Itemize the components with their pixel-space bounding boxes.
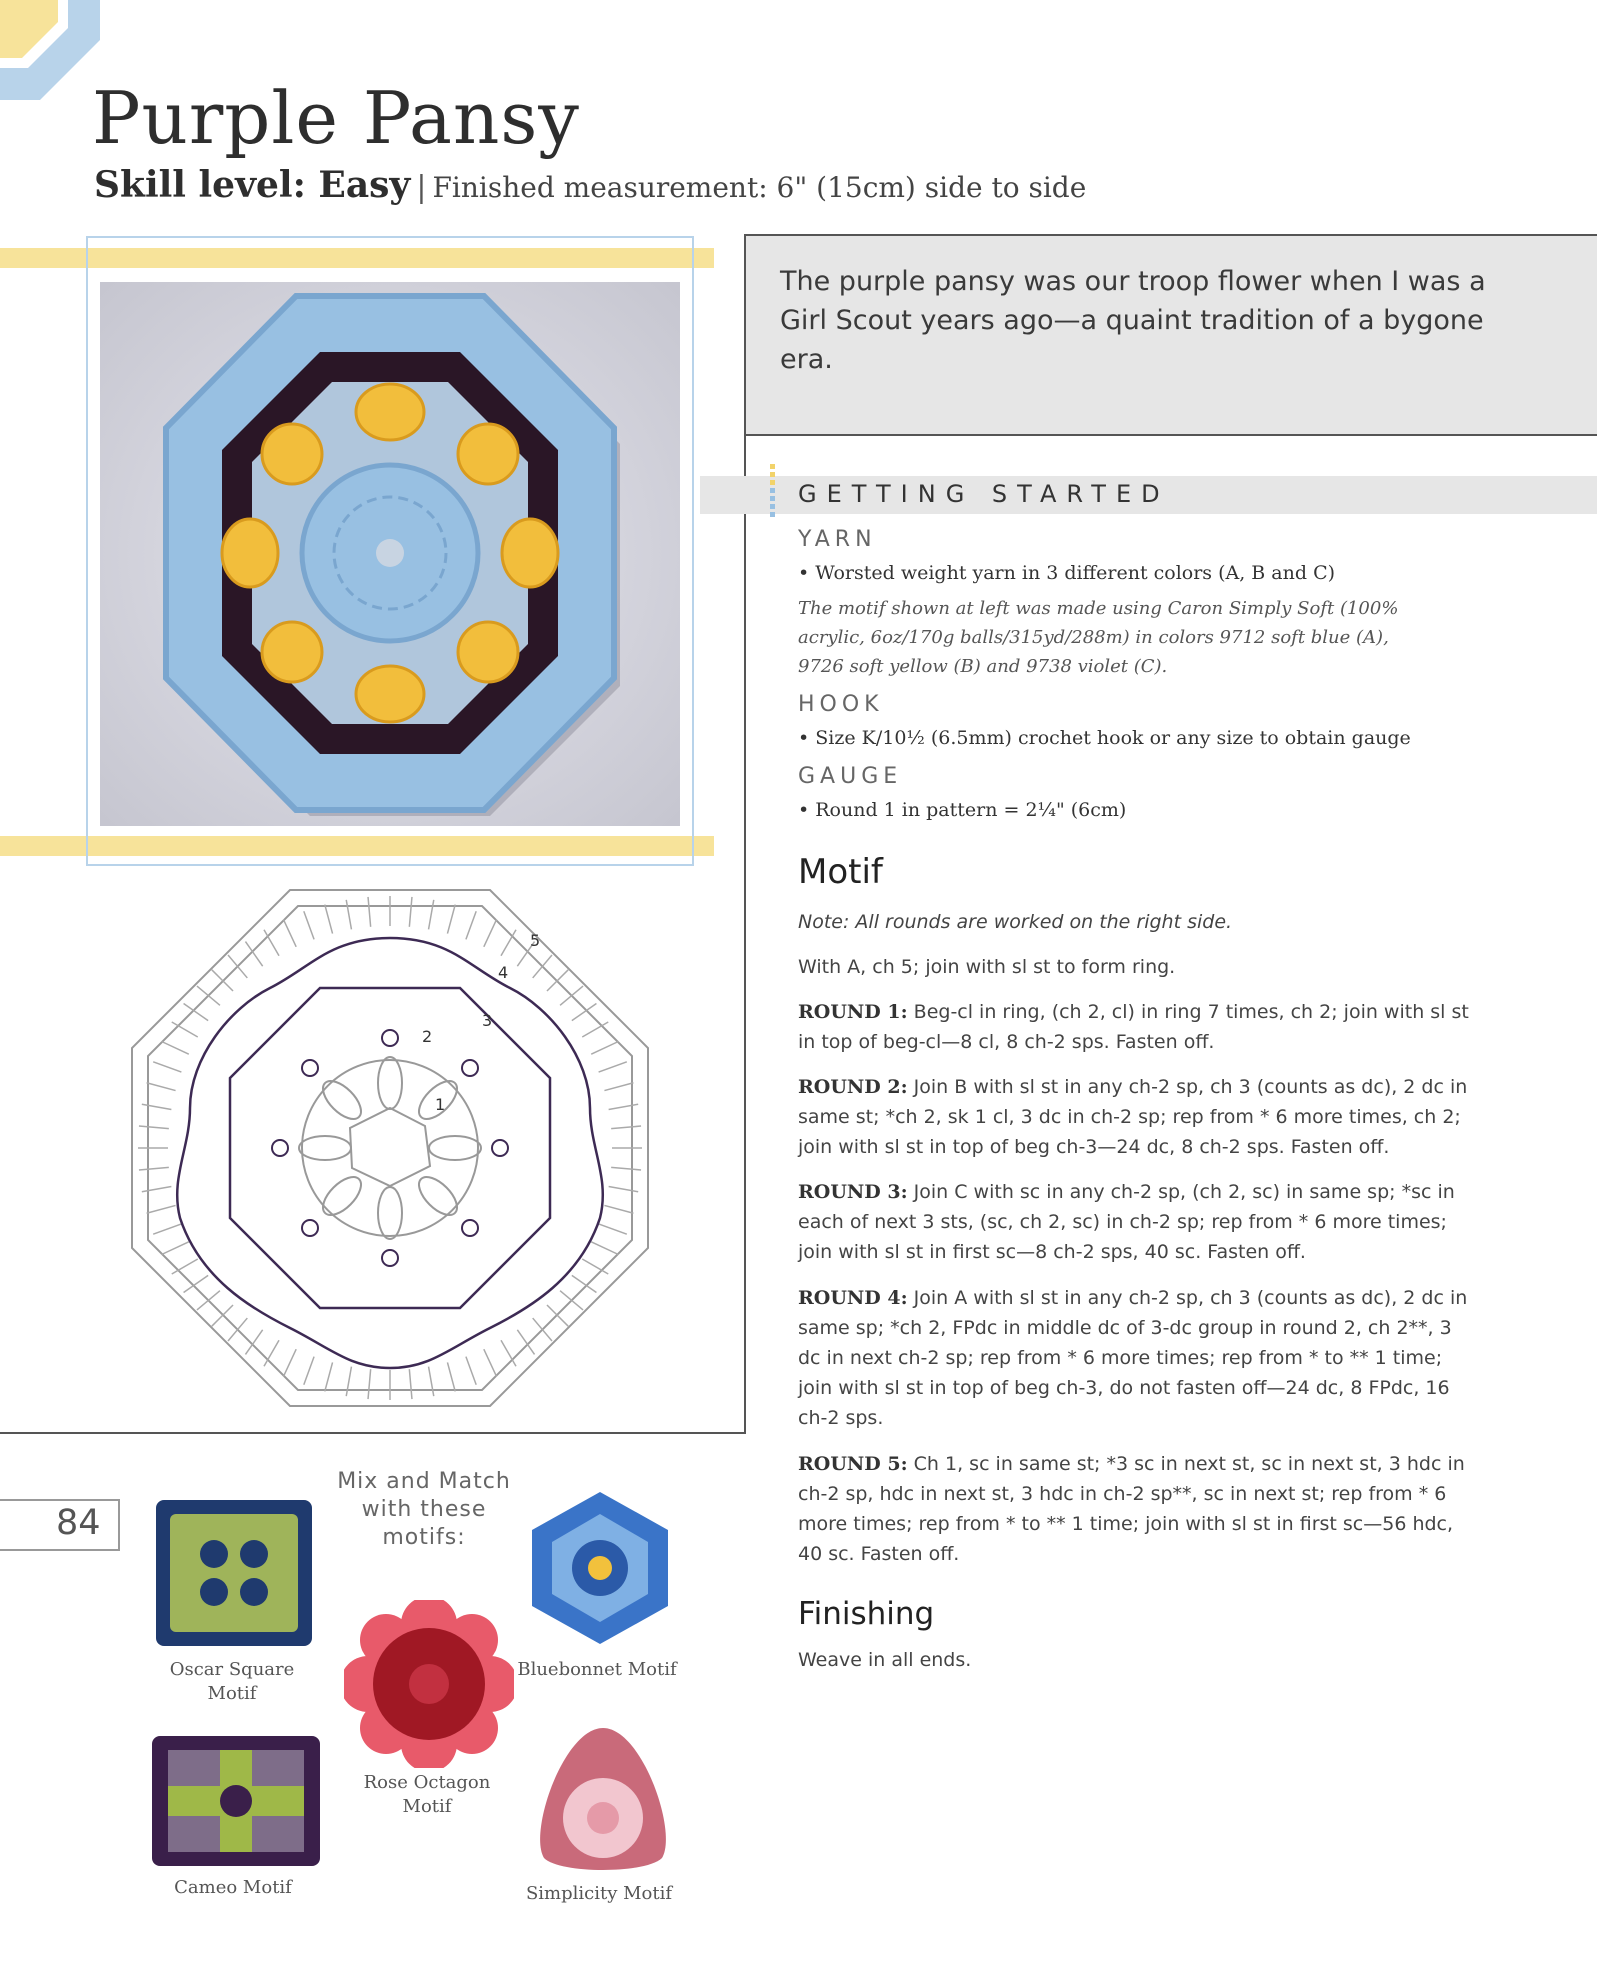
chart-label-4: 4 <box>498 963 509 982</box>
round-text: Join A with sl st in any ch-2 sp, ch 3 (counts as dc), 2 dc in same sp; *ch 2, FPdc in middle dc of 3-dc group in round 2, ch 2**, 3 dc in next ch-2 sp; rep from * 6 more times; rep from * to ** 1 time; join with sl st in top of beg ch-3, do not fasten off—24 dc, 8 FPdc, 16 ch-2 sps. <box>798 1287 1468 1429</box>
chart-stitch-tick <box>609 1187 639 1192</box>
chart-stitch-tick <box>611 1126 641 1129</box>
round-3 <box>798 1177 1474 1267</box>
round-text: Beg-cl in ring, (ch 2, cl) in ring 7 times, ch 2; join with sl st in top of beg-cl—8 cl, 8 ch-2 sps. Fasten off. <box>798 1001 1469 1053</box>
chart-stitch-tick <box>604 1083 633 1091</box>
chart-stitch-tick <box>162 1242 189 1255</box>
chart-stitch-tick <box>304 911 314 939</box>
chart-stitch-tick <box>591 1042 618 1055</box>
chart-stitch-tick <box>368 1369 371 1399</box>
chart-stitch-tick <box>147 1205 176 1213</box>
gauge-label: GAUGE <box>798 764 903 789</box>
chart-stitch-tick <box>609 1104 639 1109</box>
chart-stitch-tick <box>162 1042 189 1055</box>
yarn-note: The motif shown at left was made using Caron Simply Soft (100% acrylic, 6oz/170g balls/315yd/288m) in colors 9712 soft blue (A), 9726 soft yellow (B) and 9738 violet (C). <box>798 598 1399 677</box>
getting-started-title: GETTING STARTED <box>798 480 1170 508</box>
chart-stitch-tick <box>142 1187 172 1192</box>
motif-heading: Motif <box>798 852 883 892</box>
chart-label-2: 2 <box>422 1027 433 1046</box>
round-4 <box>798 1283 1474 1433</box>
round-text: Join B with sl st in any ch-2 sp, ch 3 (counts as dc), 2 dc in same st; *ch 2, sk 1 cl, 3 dc in ch-2 sp; rep from * 6 more times, ch 2; join with sl st in top of beg ch-3—24 dc, 8 ch-2 sps. Fasten off. <box>798 1076 1468 1158</box>
simplicity-motif-image <box>522 1722 684 1874</box>
chart-stitch-tick <box>409 1369 412 1399</box>
caption-simplicity: Simplicity Motif <box>525 1883 673 1904</box>
round-label: ROUND 2: <box>798 1076 908 1098</box>
caption-oscar-square: Oscar Square Motif <box>169 1659 295 1704</box>
chart-stitch-tick <box>429 900 434 930</box>
motif-photo <box>100 282 680 826</box>
chart-stitch-tick <box>591 1242 618 1255</box>
chart-bottom-rule <box>0 1432 746 1434</box>
motif-start: With A, ch 5; join with sl st to form ring. <box>798 956 1176 978</box>
round-text: Join C with sc in any ch-2 sp, (ch 2, sc) in same sp; *sc in each of next 3 sts, (sc, ch 2, sc) in ch-2 sp; rep from * 6 more times; join with sl st in first sc—8 ch-2 sps, 40 sc. Fasten off. <box>798 1181 1455 1263</box>
chart-stitch-tick <box>304 1357 314 1385</box>
corner-decoration <box>0 0 100 100</box>
round-5 <box>798 1449 1474 1569</box>
chart-stitch-tick <box>466 1357 476 1385</box>
chart-stitch-tick <box>147 1083 176 1091</box>
subtitle-separator: | <box>416 170 427 205</box>
hook-bullet: • Size K/10½ (6.5mm) crochet hook or any size to obtain gauge <box>798 727 1411 749</box>
chart-stitch-tick <box>346 1367 351 1397</box>
chart-stitch-tick <box>139 1167 169 1170</box>
dotted-accent <box>768 464 778 524</box>
motif-note: Note: All rounds are worked on the right side. <box>798 911 1233 933</box>
chart-stitch-tick <box>409 897 412 927</box>
chart-stitch-tick <box>484 1349 497 1376</box>
chart-stitch-tick <box>368 897 371 927</box>
chart-label-1: 1 <box>435 1095 446 1114</box>
chart-stitch-tick <box>153 1062 181 1072</box>
chart-label-3: 3 <box>482 1011 493 1030</box>
chart-stitch-tick <box>599 1224 627 1234</box>
chart-stitch-tick <box>142 1104 172 1109</box>
page-title: Purple Pansy <box>92 76 580 160</box>
round-2 <box>798 1072 1474 1162</box>
chart-stitch-tick <box>604 1205 633 1213</box>
round-label: ROUND 3: <box>798 1181 908 1203</box>
gauge-bullet: • Round 1 in pattern = 2¼" (6cm) <box>798 799 1127 821</box>
chart-stitch-tick <box>611 1167 641 1170</box>
oscar-square-motif-image <box>152 1496 316 1650</box>
finishing-text: Weave in all ends. <box>798 1649 972 1671</box>
caption-bluebonnet: Bluebonnet Motif <box>517 1659 677 1680</box>
chart-stitch-tick <box>284 920 297 947</box>
yarn-label: YARN <box>798 527 877 552</box>
chart-stitch-tick <box>325 1362 333 1391</box>
rose-octagon-motif-image <box>344 1600 514 1768</box>
chart-stitch-tick <box>429 1367 434 1397</box>
finished-measurement: Finished measurement: 6" (15cm) side to side <box>432 171 1087 204</box>
caption-rose-octagon: Rose Octagon Motif <box>363 1772 491 1817</box>
chart-stitch-tick <box>346 900 351 930</box>
cameo-motif-image <box>148 1732 324 1870</box>
round-text: Ch 1, sc in same st; *3 sc in next st, sc in next st, 3 hdc in ch-2 sp, hdc in next st, 3 hdc in ch-2 sp**, sc in next st; rep from * 6 more times; rep from * to ** 1 time; join with sl st in first sc—56 hdc, 40 sc. Fasten off. <box>798 1453 1465 1565</box>
page-number: 84 <box>56 1503 101 1543</box>
chart-stitch-tick <box>325 905 333 934</box>
chart-stitch-tick <box>466 911 476 939</box>
chart-stitch-tick <box>447 905 455 934</box>
chart-stitch-tick <box>599 1062 627 1072</box>
round-label: ROUND 1: <box>798 1001 908 1023</box>
chart-stitch-tick <box>139 1126 169 1129</box>
bluebonnet-motif-image <box>526 1488 674 1648</box>
chart-stitch-tick <box>284 1349 297 1376</box>
column-divider <box>744 436 746 1434</box>
chart-stitch-tick <box>484 920 497 947</box>
finishing-heading: Finishing <box>798 1596 935 1632</box>
round-1 <box>798 997 1474 1057</box>
intro-text: The purple pansy was our troop flower when I was a Girl Scout years ago—a quaint tradition of a bygone era. <box>780 266 1486 375</box>
round-label: ROUND 4: <box>798 1287 908 1309</box>
crochet-chart <box>120 878 660 1418</box>
round-label: ROUND 5: <box>798 1453 908 1475</box>
caption-cameo: Cameo Motif <box>174 1877 292 1898</box>
yarn-bullet: • Worsted weight yarn in 3 different colors (A, B and C) <box>798 562 1336 584</box>
mix-match-title: Mix and Match with these motifs: <box>337 1469 511 1550</box>
hook-label: HOOK <box>798 692 884 717</box>
subtitle <box>94 164 1087 206</box>
chart-stitch-tick <box>153 1224 181 1234</box>
chart-label-5: 5 <box>530 931 541 950</box>
chart-stitch-tick <box>447 1362 455 1391</box>
skill-level: Skill level: Easy <box>94 164 411 206</box>
